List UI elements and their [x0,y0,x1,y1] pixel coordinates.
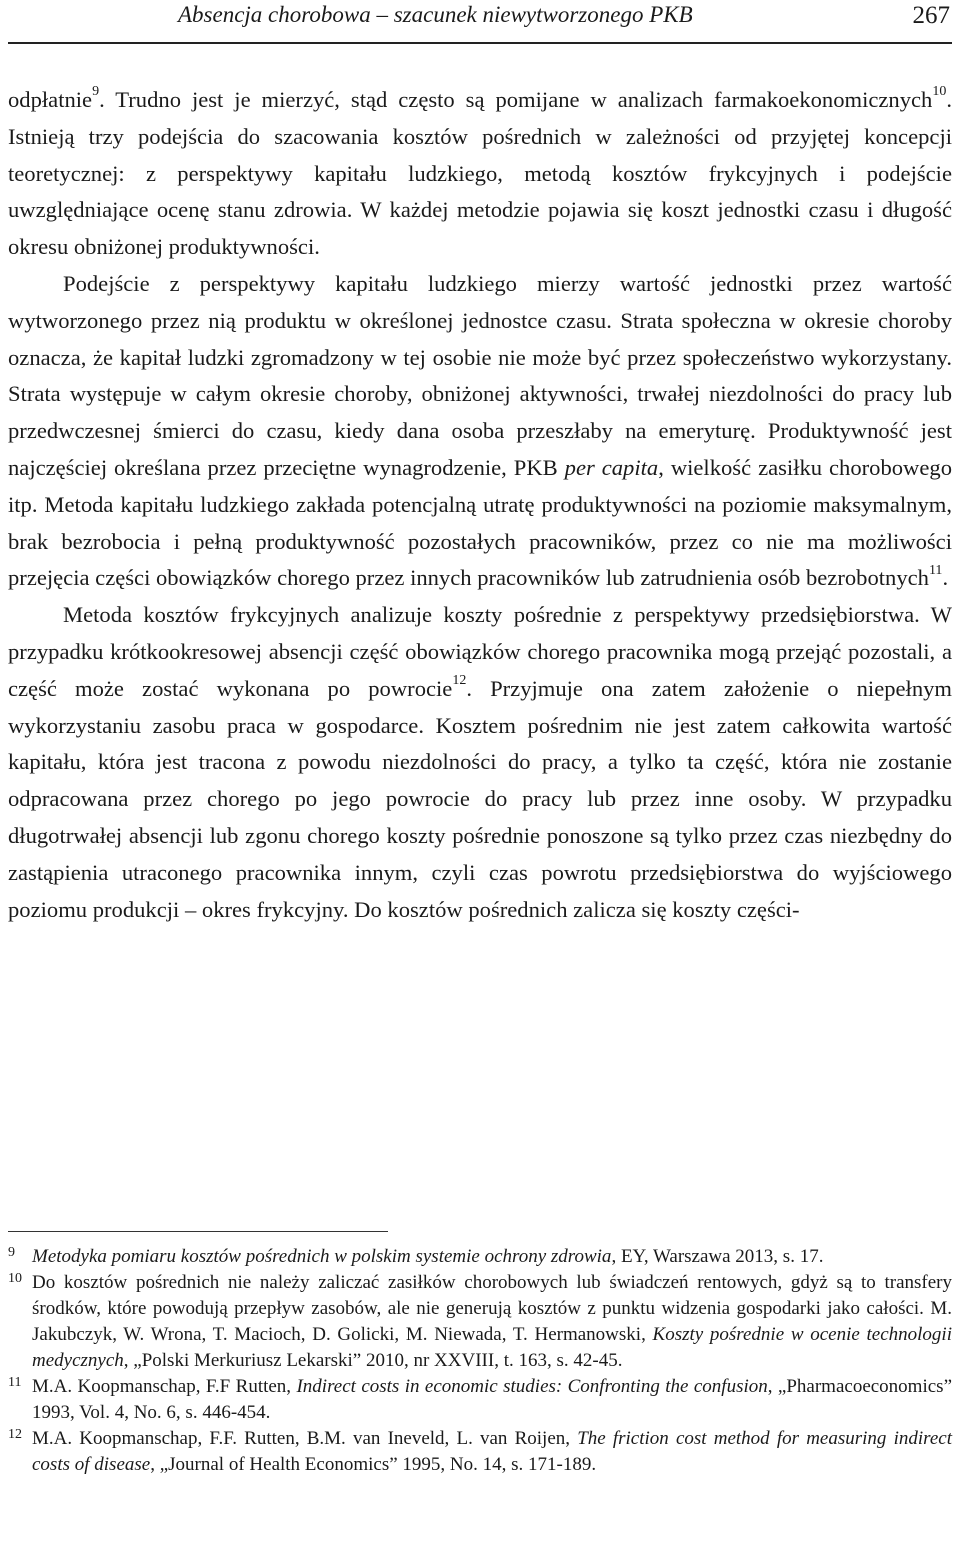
footnote-title: Indirect costs in economic studies: Confronting the confusion [296,1376,768,1397]
footnote-mark: 11 [8,1375,22,1390]
footnote-title: The friction cost method for measuring indirect costs of disease [32,1428,952,1475]
footnote-text: M.A. Koopmanschap, F.F. Rutten, B.M. van Ineveld, L. van Roijen, [32,1428,578,1449]
paragraph-3 [8,597,952,928]
text-run: . [942,565,949,591]
footnote-mark: 10 [8,1271,22,1286]
paragraph-2 [8,266,952,597]
footnote-10 [8,1270,952,1374]
text-run: odpłatnie [8,87,93,112]
text-run: . Trudno jest je mierzyć, stąd często są pomijane w analizach farmakoekonomicznych [99,87,933,112]
header-rule [8,42,952,44]
footnote-ref-10[interactable]: 10 [932,84,947,100]
footnote-title: Metodyka pomiaru kosztów pośrednich w polskim systemie ochrony zdrowia [32,1246,612,1267]
text-run: , wielkość zasiłku chorobowego itp. Metoda kapitału ludzkiego zakłada potencjalną utratę produktywności na poziomie maksymalnym, brak bezrobocia i pełną produktywność pozostałych pracowników, przez co nie ma możliwości przejęcia części obowiązków chorego przez innych pracowników lub zatrudnienia osób bezrobotnych [8,454,952,591]
footnote-ref-12[interactable]: 12 [452,673,467,689]
footnote-12 [8,1426,952,1478]
footnote-text: , „Polski Merkuriusz Lekarski” 2010, nr XXVIII, t. 163, s. 42-45. [123,1350,623,1371]
footnote-text: , „Journal of Health Economics” 1995, No. 14, s. 171-189. [150,1454,597,1475]
text-run: Podejście z perspektywy kapitału ludzkiego mierzy wartość jednostki przez wartość wytworzonego przez nią produktu w określonej jednostce czasu. Strata społeczna w okresie choroby oznacza, że kapitał ludzki zgromadzony w tej osobie nie może być przez społeczeństwo wykorzystany. Strata występuje w całym okresie choroby, obniżonej aktywności, trwałej niezdolności do pracy lub przedwczesnej śmierci do czasu, kiedy dana osoba przeszłaby na emeryturę. Produktywność jest najczęściej określana przez przeciętne wynagrodzenie, PKB [8,270,952,480]
footnote-text: , „Pharmacoeconomics” 1993, Vol. 4, No. 6, s. 446-454. [32,1376,952,1423]
italic-term: per capita [564,454,659,480]
footnote-9 [8,1244,952,1270]
body-text [8,82,952,928]
footnote-separator [8,1231,388,1232]
footnote-text: Do kosztów pośrednich nie należy zaliczać zasiłków chorobowych lub świadczeń rentowych, gdyż są to transfery środków, które powodują przepływ zasobów, ale nie generują kosztów z punktu widzenia gospodarki jako całości. M. Jakubczyk, W. Wrona, T. Macioch, D. Golicki, M. Niewada, T. Hermanowski, [32,1272,952,1345]
footnote-mark: 12 [8,1427,22,1442]
running-header [8,0,952,36]
page-number: 267 [912,2,950,29]
footnote-text: M.A. Koopmanschap, F.F Rutten, [32,1376,297,1397]
text-run: Metoda kosztów frykcyjnych analizuje koszty pośrednie z perspektywy przedsiębiorstwa. W przypadku krótkookresowej absencji część obowiązków chorego pracownika mogą przejąć pozostali, a część może zostać wykonana po powrocie [8,602,952,701]
footnote-text: , EY, Warszawa 2013, s. 17. [611,1246,824,1267]
running-title: Absencja chorobowa – szacunek niewytworzonego PKB [178,2,693,27]
footnotes [8,1244,952,1478]
text-run: . Istnieją trzy podejścia do szacowania kosztów pośrednich w zależności od przyjętej koncepcji teoretycznej: z perspektywy kapitału ludzkiego, metodą kosztów frykcyjnych i podejście uwzględniające ocenę stanu zdrowia. W każdej metodzie pojawia się koszt jednostki czasu i długość okresu obniżonej produktywności. [8,87,952,260]
footnote-mark: 9 [8,1245,15,1260]
footnote-title: Koszty pośrednie w ocenie technologii medycznych [32,1324,952,1371]
footnote-ref-9[interactable]: 9 [92,84,100,100]
paragraph-1 [8,82,952,266]
text-run: . Przyjmuje ona zatem założenie o niepełnym wykorzystaniu zasobu praca w gospodarce. Kosztem pośrednim nie jest zatem całkowita wartość kapitału, która jest tracona z powodu niezdolności do pracy, a tylko ta część, która nie zostanie odpracowana przez chorego po jego powrocie do pracy lub przez inne osoby. W przypadku długotrwałej absencji lub zgonu chorego koszty pośrednie ponoszone są tylko przez czas niezbędny do zastąpienia utraconego pracownika innym, czyli czas powrotu przedsiębiorstwa do wyjściowego poziomu produkcji – okres frykcyjny. Do kosztów pośrednich zalicza się koszty części- [8,675,952,922]
footnote-11 [8,1374,952,1426]
footnote-ref-11[interactable]: 11 [928,562,943,578]
